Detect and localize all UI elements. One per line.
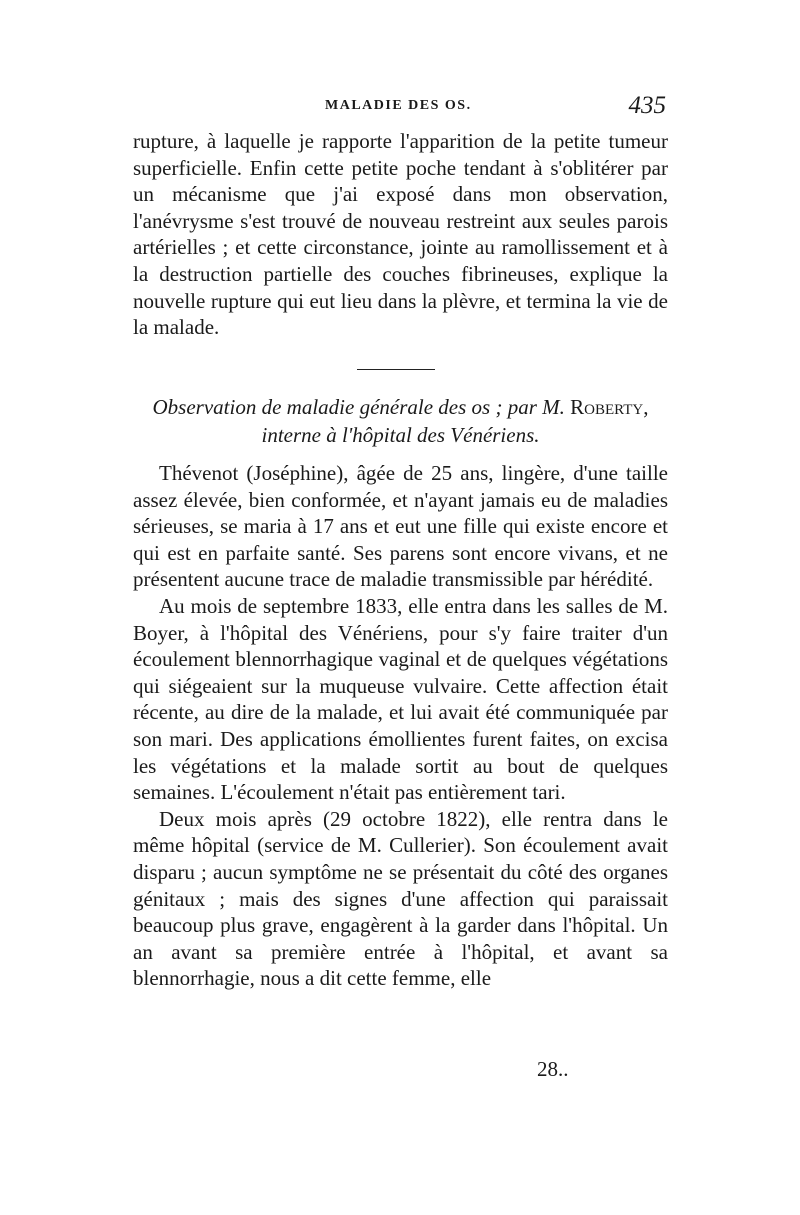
page-header bbox=[133, 92, 666, 128]
paragraph: Au mois de septembre 1833, elle entra dans les salles de M. Boyer, à l'hôpital des Vénériens, pour s'y faire traiter d'un écoulement blennorrhagique vaginal et de quelques végétations qui siégeaient sur la muqueuse vulvaire. Cette affection était récente, au dire de la malade, et lui avait été communiquée par son mari. Des applications émollientes furent faites, on excisa les végétations et la malade sortit au bout de quelques semaines. L'écoulement n'était pas entièrement tari. bbox=[133, 593, 668, 805]
title-subline: interne à l'hôpital des Vénériens. bbox=[261, 423, 540, 447]
signature-mark: 28.. bbox=[537, 1057, 569, 1081]
title-text: Observation de maladie générale des os ; par M. bbox=[152, 395, 565, 419]
page-number: 435 bbox=[628, 92, 666, 119]
title-author: Roberty, bbox=[570, 395, 649, 419]
observation-title bbox=[133, 393, 668, 449]
continuation-text bbox=[133, 128, 668, 341]
running-head: MALADIE DES OS. bbox=[325, 98, 472, 113]
paragraph: Deux mois après (29 octobre 1822), elle rentra dans le même hôpital (service de M. Cullerier). Son écoulement avait disparu ; aucun symptôme ne se présentait du côté des organes génitaux ; mais des signes d'une affection qui paraissait beaucoup plus grave, engagèrent à la garder dans l'hôpital. Un an avant sa première entrée à l'hôpital, et avant sa blennorrhagie, nous a dit cette femme, elle bbox=[133, 806, 668, 991]
section-divider bbox=[357, 369, 435, 370]
paragraph: rupture, à laquelle je rapporte l'apparition de la petite tumeur superficielle. Enfin cette petite poche tendant à s'oblitérer par un mécanisme que j'ai exposé dans mon observation, l'anévrysme s'est trouvé de nouveau restreint aux seules parois artérielles ; et cette circonstance, jointe au ramollissement et à la destruction partielle des couches fibrineuses, explique la nouvelle rupture qui eut lieu dans la plèvre, et termina la vie de la malade. bbox=[133, 129, 668, 340]
paragraph: Thévenot (Joséphine), âgée de 25 ans, lingère, d'une taille assez élevée, bien conformée, et n'ayant jamais eu de maladies sérieuses, se maria à 17 ans et eut une fille qui existe encore et qui est en parfaite santé. Ses parens sont encore vivans, et ne présentent aucune trace de maladie transmissible par hérédité. bbox=[133, 461, 668, 592]
observation-body bbox=[133, 460, 668, 992]
